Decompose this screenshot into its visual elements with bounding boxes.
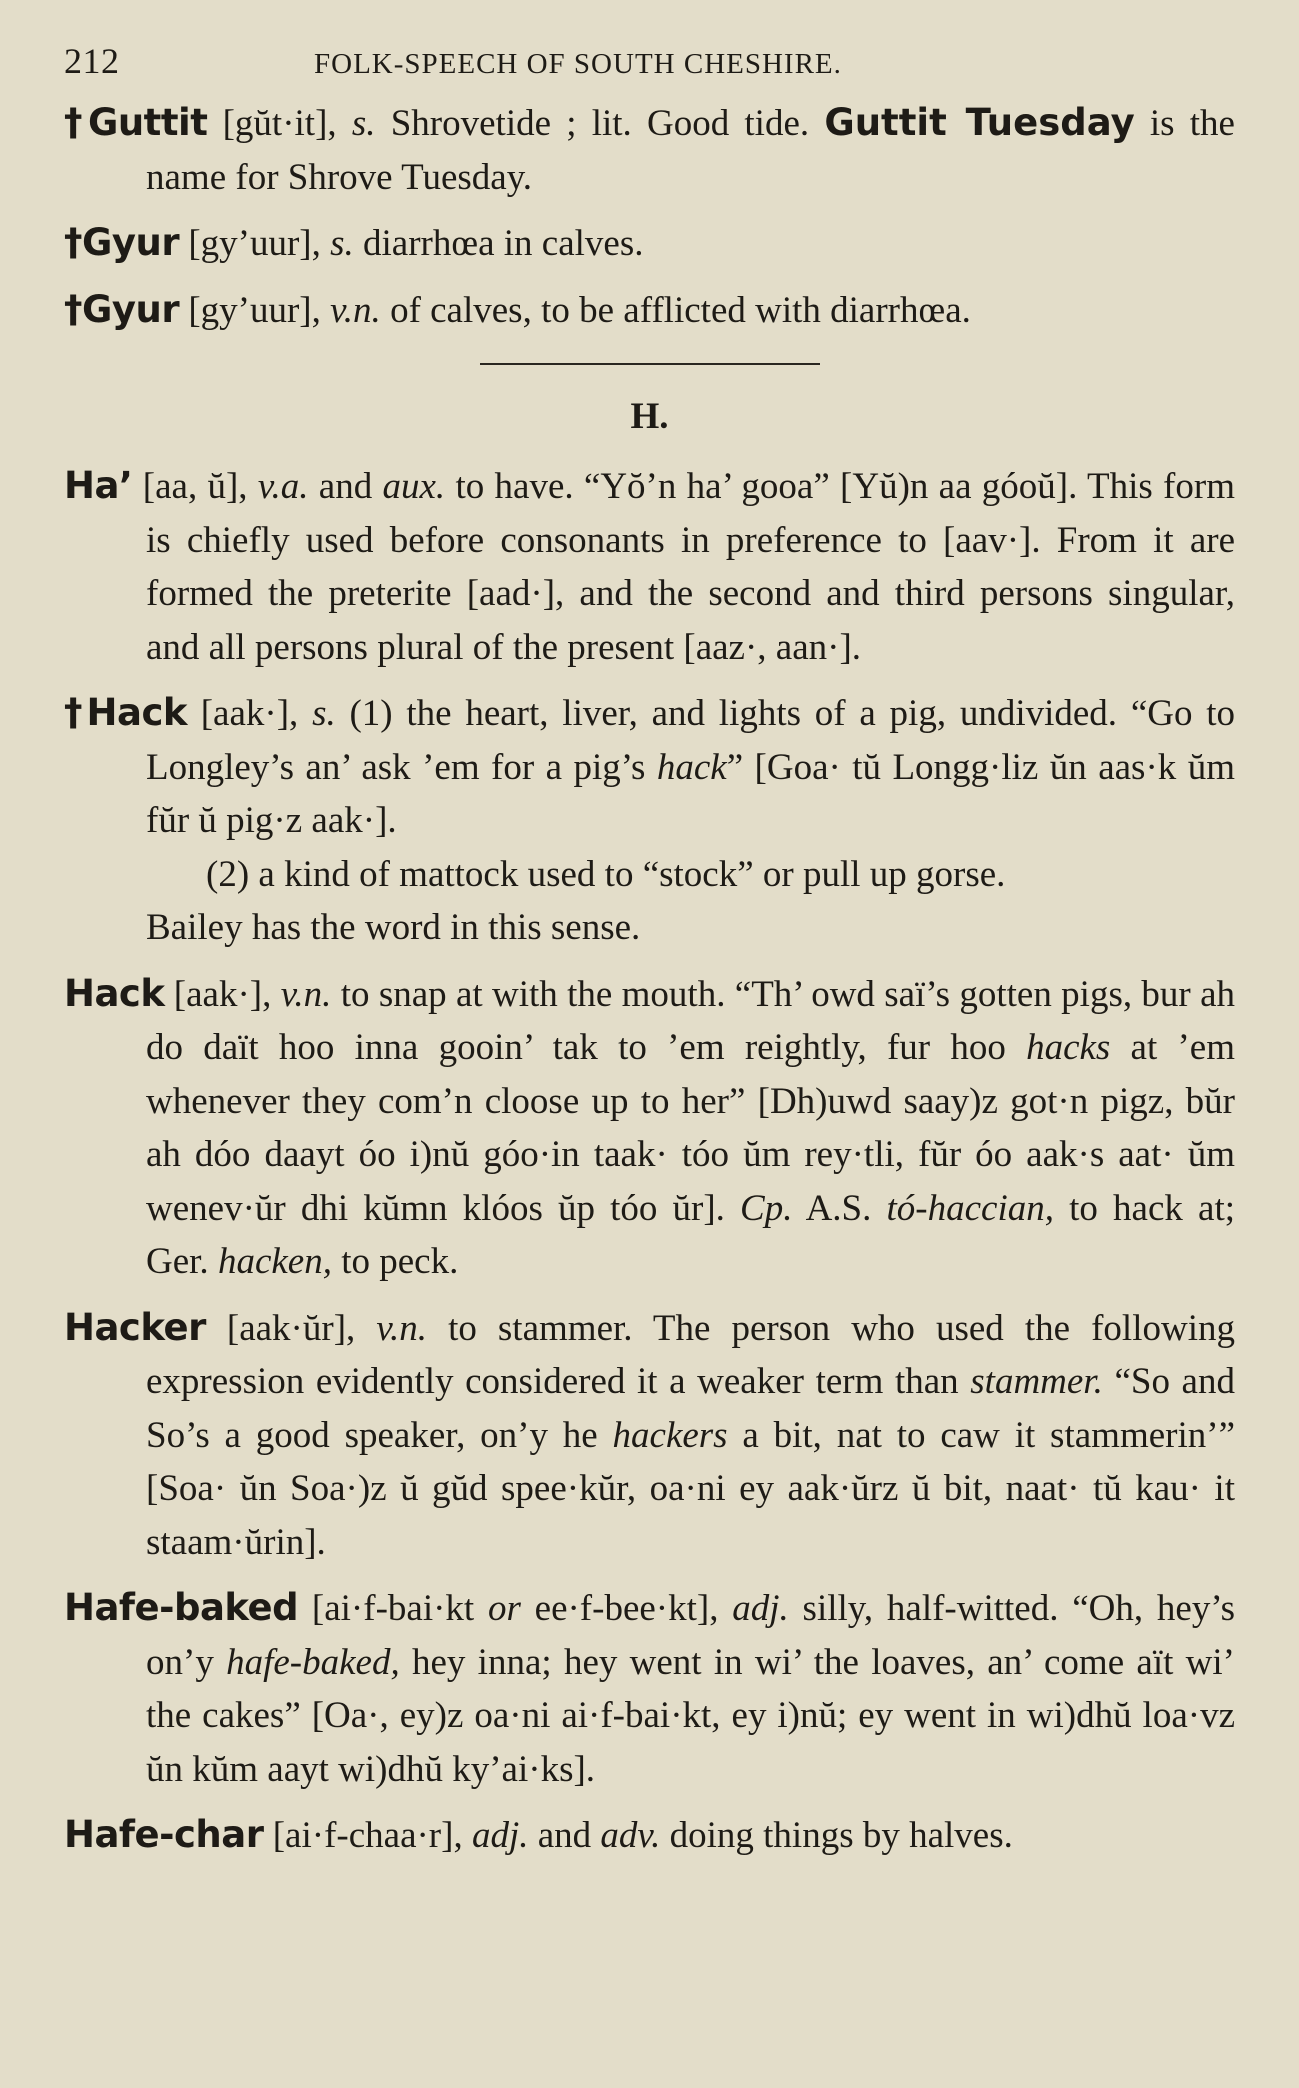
entry-gyur-noun [64,216,1235,271]
definition-tail: is the name for Shrove Tuesday. [146,103,1235,198]
headword: †Gyur [64,287,180,331]
or-italic: or [487,1588,521,1629]
definition: silly, half-witted. “Oh, hey’s on’y [146,1588,1236,1683]
conjunction: and [308,466,383,507]
entry-hack-verb [64,967,1235,1289]
definition: to have. “Yŏ’n ha’ gooa” [Yŭ)n aa góoŭ]. This form is chiefly used before consonants in preference to [aav·]. From it are formed the preterite [aad·], and the second and third persons singular, and all persons plural of the present [aaz·, aan·]. [146,466,1235,668]
headword: Ha’ [64,464,133,507]
pronunciation: [aak·], [186,693,313,734]
entry-hafe-char [64,1808,1235,1863]
pronunciation: [ai·f-bai·kt [298,1588,488,1629]
pronunciation: [ai·f-chaa·r], [263,1815,472,1856]
part-of-speech: v.n. [376,1307,428,1349]
part-of-speech: s. [351,103,376,144]
pronunciation: [gŭt·it], [207,103,352,144]
pronunciation: [gy’uur], [179,289,331,331]
definition-cont: at ’em whenever they com’n cloose up to her” [Dh)uwd saay)z got·n pigz, bŭr ah dóo daayt óo i)nŭ góo·in taak· tóo ŭm rey·tli, fŭr óo aak·s aat· ŭm wenev·ŭr dhi kŭmn klóos ŭp tóo ŭr]. [146,1027,1235,1229]
pronunciation: [gy’uur], [179,223,331,264]
etymology: A.S. [792,1187,887,1229]
headword: †Hack [64,691,187,734]
etymology-cont: to hack at; Ger. [146,1187,1236,1282]
running-head [64,40,1235,96]
headword: †Gyur [64,221,180,264]
headword: Hafe-char [64,1813,264,1856]
headword: Hacker [64,1305,206,1349]
definition: Shrovetide ; lit. Good tide. [375,103,825,144]
etymon-german: hacken, [217,1241,332,1282]
etymology-end: to peck. [331,1241,459,1282]
etymon-anglo-saxon: tó-haccian, [886,1187,1054,1229]
definition: of calves, to be afflicted with diarrhœa. [380,289,971,331]
entry-hack-noun [64,686,1235,955]
part-of-speech: v.n. [330,289,381,331]
definition-cont: ” [Goa· tŭ Longg·liz ŭn aas·k ŭm fŭr ŭ pig·z aak·]. [146,746,1235,841]
entry-ha [64,459,1235,674]
part-of-speech: s. [312,693,336,734]
definition: doing things by halves. [660,1815,1013,1856]
pronunciation-alt: ee·f-bee·kt], [520,1588,733,1629]
pronunciation: [aak·], [164,973,281,1015]
part-of-speech: v.n. [280,973,332,1015]
section-divider [480,363,820,365]
definition: to snap at with the mouth. “Th’ owd saï’s gotten pigs, bur ah do daït hoo inna gooin’ tak to ’em reightly, fur hoo [146,973,1235,1068]
definition-end: a bit, nat to caw it stammerin’” [Soa· ŭn Soa·)z ŭ gŭd spee·kŭr, oa·ni ey aak·ŭrz ŭ bit, naat· tŭ kau· it staam·ŭrin]. [146,1414,1235,1563]
definition: (1) the heart, liver, and lights of a pig, undivided. “Go to Longley’s an’ ask ’em for a pig’s [146,693,1235,788]
pronunciation: [aak·ŭr], [205,1307,377,1349]
headword: Hafe-baked [64,1586,299,1629]
entry-guttit [64,96,1235,204]
headword: †Guttit [64,101,208,144]
definition-cont: “So and So’s a good speaker, on’y he [146,1361,1235,1456]
definition: diarrhœa in calves. [353,223,644,264]
part-of-speech: s. [330,223,354,264]
definition: to stammer. The person who used the following expression evidently considered it a weaker term than [146,1307,1235,1402]
headword: Hack [64,971,165,1015]
page-number: 212 [64,41,120,81]
conjunction: and [528,1815,601,1856]
pronunciation: [aa, ŭ], [132,466,258,507]
part-of-speech-2: aux. [382,466,446,507]
entry-hafe-baked [64,1581,1235,1796]
definition-cont: hey inna; hey went in wi’ the loaves, an’ come aït wi’ the cakes” [Oa·, ey)z oa·ni ai·f-bai·kt, ey i)nŭ; ey went in wi)dhŭ loa·vz ŭn kŭm aayt wi)dhŭ ky’ai·ks]. [146,1641,1235,1790]
headword-secondary: Guttit Tuesday [824,101,1135,144]
example-italic: stammer. [970,1361,1103,1402]
example-italic: hack [656,746,727,788]
part-of-speech: adj. [471,1815,529,1856]
part-of-speech: adj. [732,1588,789,1629]
entry-hacker [64,1301,1235,1570]
part-of-speech: v.a. [257,466,309,507]
entry-gyur-verb [64,283,1235,338]
section-letter: H. [630,396,669,437]
part-of-speech-2: adv. [600,1815,661,1856]
example-italic: hacks [1026,1027,1111,1068]
sense-2-note: Bailey has the word in this sense. [146,907,641,948]
sense-2: (2) a kind of mattock used to “stock” or pull up gorse. [206,853,1006,895]
running-title: FOLK-SPEECH OF SOUTH CHESHIRE. [314,48,842,80]
compare-abbrev: Cp. [740,1187,793,1229]
example-italic-2: hackers [612,1414,728,1456]
example-italic: hafe-baked, [226,1641,400,1683]
